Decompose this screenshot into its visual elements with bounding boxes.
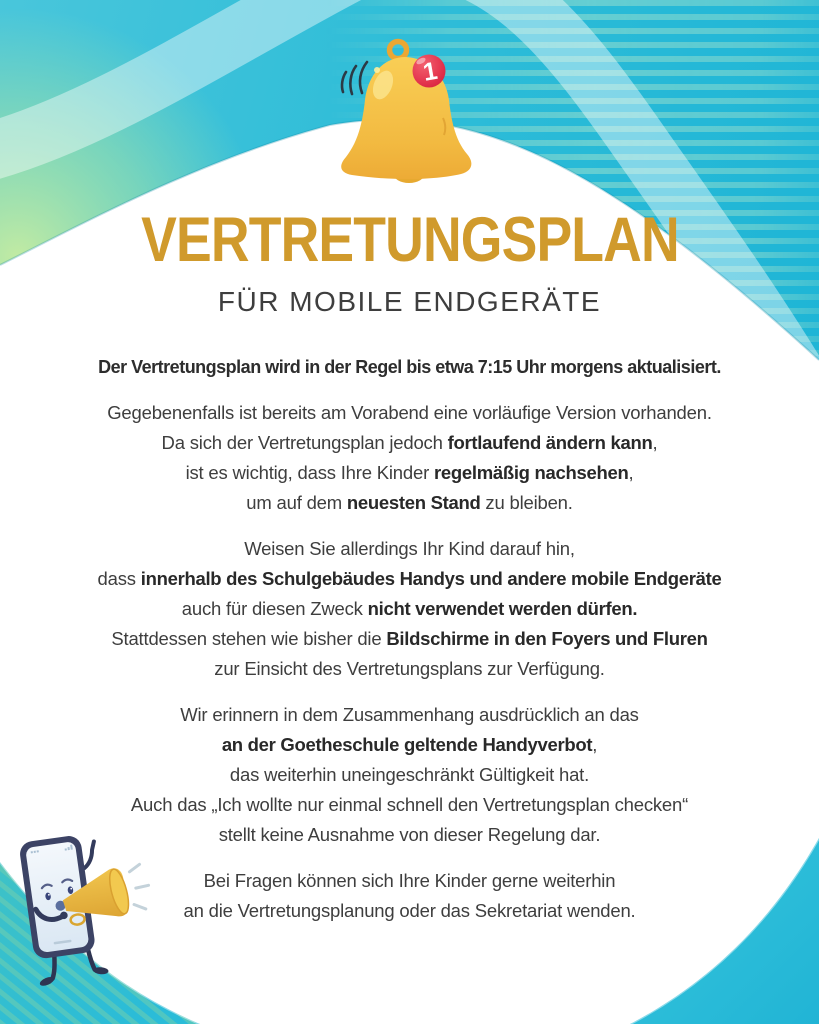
text-line: stellt keine Ausnahme von dieser Regelung dar. bbox=[218, 824, 601, 845]
bell-glint bbox=[374, 67, 380, 73]
text-line: Stattdessen stehen wie bisher die Bildschirme in den Foyers und Fluren bbox=[111, 628, 708, 649]
text-line: Weisen Sie allerdings Ihr Kind darauf hin, bbox=[244, 538, 575, 559]
notification-badge bbox=[413, 55, 446, 88]
text-line: Auch das „Ich wollte nur einmal schnell den Vertretungsplan checken“ bbox=[130, 794, 689, 815]
text-line: Bei Fragen können sich Ihre Kinder gerne weiterhin bbox=[203, 870, 616, 891]
text-line: an der Goetheschule geltende Handyverbot, bbox=[221, 734, 598, 755]
page-title: VERTRETUNGSPLAN bbox=[140, 205, 679, 275]
text-line: ist es wichtig, dass Ihre Kinder regelmäßig nachsehen, bbox=[185, 462, 634, 483]
text-line: an die Vertretungsplanung oder das Sekretariat wenden. bbox=[183, 900, 636, 921]
text-line: Der Vertretungsplan wird in der Regel bis etwa 7:15 Uhr morgens aktualisiert. bbox=[98, 357, 721, 377]
intro-paragraph bbox=[15, 352, 805, 382]
text-line: Wir erinnern in dem Zusammenhang ausdrücklich an das bbox=[180, 704, 639, 725]
text-line: dass innerhalb des Schulgebäudes Handys und andere mobile Endgeräte bbox=[97, 568, 722, 589]
announcement-body bbox=[15, 352, 805, 942]
text-line: das weiterhin uneingeschränkt Gültigkeit hat. bbox=[229, 764, 590, 785]
update-paragraph bbox=[15, 398, 805, 518]
text-line: Da sich der Vertretungsplan jedoch fortlaufend ändern kann, bbox=[161, 432, 658, 453]
text-line: Gegebenenfalls ist bereits am Vorabend eine vorläufige Version vorhanden. bbox=[107, 402, 712, 423]
badge-count: 1 bbox=[420, 56, 440, 87]
handy-ban-paragraph bbox=[15, 700, 805, 850]
contact-paragraph bbox=[15, 866, 805, 926]
page-subtitle: FÜR MOBILE ENDGERÄTE bbox=[217, 286, 602, 317]
usage-rule-paragraph bbox=[15, 534, 805, 684]
text-line: zur Einsicht des Vertretungsplans zur Verfügung. bbox=[214, 658, 605, 679]
text-line: auch für diesen Zweck nicht verwendet werden dürfen. bbox=[181, 598, 638, 619]
text-line: um auf dem neuesten Stand zu bleiben. bbox=[246, 492, 573, 513]
